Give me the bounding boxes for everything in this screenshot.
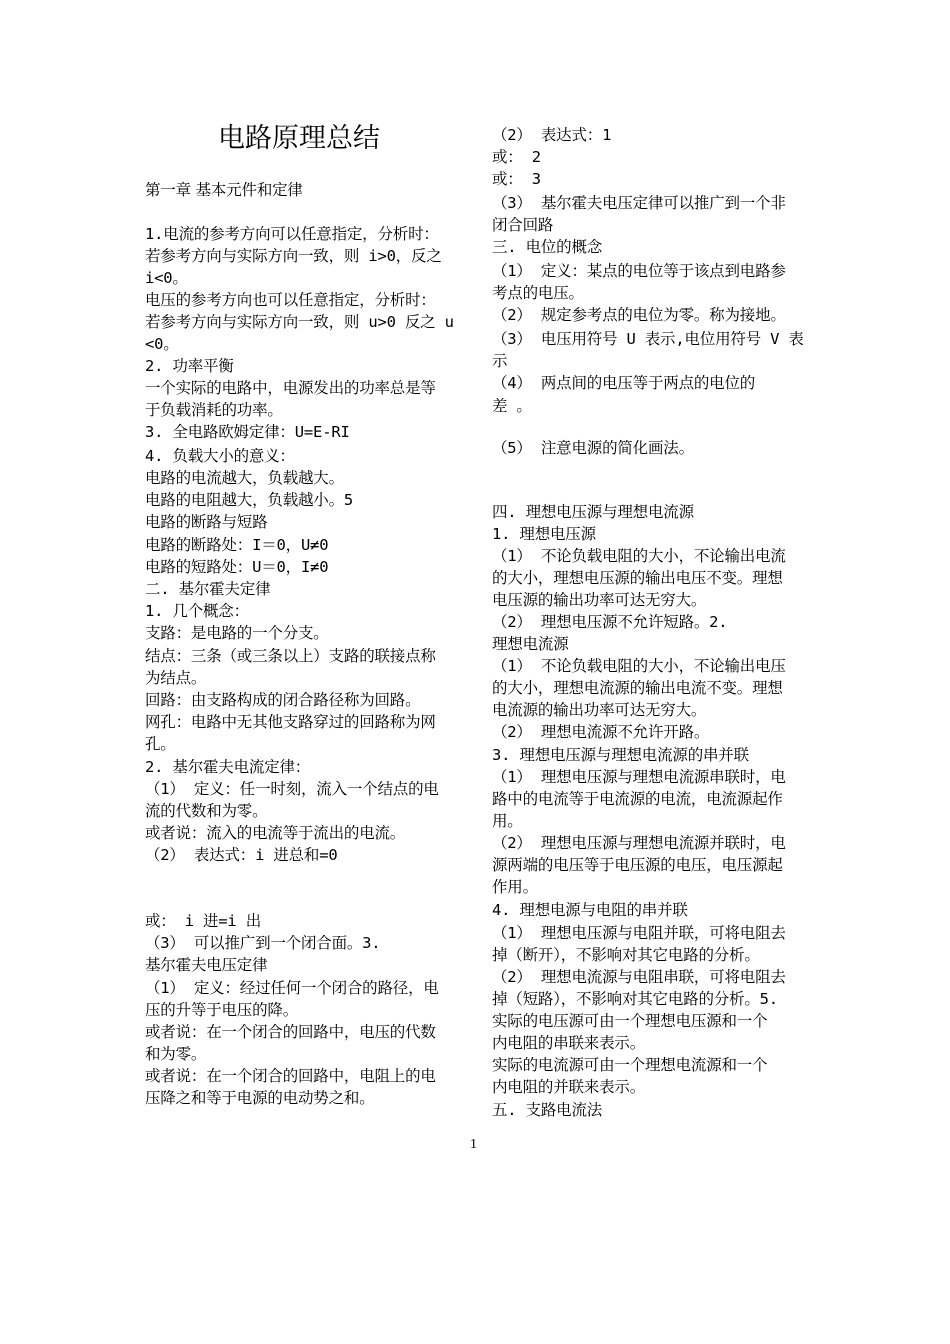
section-heading: 五. 支路电流法 — [492, 1101, 603, 1119]
text-line: 内电阻的串联来表示。 — [492, 1034, 646, 1052]
text-line: 用。 — [492, 812, 523, 830]
text-line: 支路：是电路的一个分支。 — [145, 624, 329, 642]
text-line: 或： i 进=i 出 — [145, 912, 261, 930]
text-line: （3） 可以推广到一个闭合面。3. — [145, 934, 381, 952]
text-line: 电路的断路处：I＝0，U≠0 — [145, 536, 329, 554]
text-line: 掉（短路），不影响对其它电路的分析。5. — [492, 990, 778, 1008]
text-line: 网孔：电路中无其他支路穿过的回路称为网 — [145, 713, 436, 731]
text-line: 考点的电压。 — [492, 284, 584, 302]
section-heading: 3. 理想电压源与理想电流源的串并联 — [492, 746, 749, 764]
text-line: 若参考方向与实际方向一致，则 i>0，反之 — [145, 247, 442, 265]
text-line: 内电阻的并联来表示。 — [492, 1078, 646, 1096]
section-heading: 1. 理想电压源 — [492, 525, 596, 543]
section-heading: 基尔霍夫电压定律 — [145, 956, 268, 974]
text-line: 或者说：在一个闭合的回路中，电阻上的电 — [145, 1067, 436, 1085]
chapter-heading: 第一章 基本元件和定律 — [145, 181, 303, 199]
text-line: 压的升等于电压的降。 — [145, 1001, 299, 1019]
document-title: 电路原理总结 — [218, 123, 380, 154]
section-heading: 四. 理想电压源与理想电流源 — [492, 503, 694, 521]
text-line: 实际的电压源可由一个理想电压源和一个 — [492, 1012, 768, 1030]
text-line: 的大小，理想电压源的输出电压不变。理想 — [492, 569, 783, 587]
text-line: （4） 两点间的电压等于两点的电位的 — [492, 374, 756, 392]
text-line: （2） 规定参考点的电位为零。称为接地。 — [492, 306, 786, 324]
text-line: 电流源的输出功率可达无穷大。 — [492, 701, 707, 719]
section-heading: 4. 理想电源与电阻的串并联 — [492, 901, 688, 919]
page-number: 1 — [470, 1137, 477, 1152]
text-line: 和为零。 — [145, 1045, 207, 1063]
text-line: （1） 理想电压源与理想电流源串联时，电 — [492, 768, 786, 786]
text-line: （2） 理想电流源与电阻串联，可将电阻去 — [492, 968, 786, 986]
text-line: <0。 — [145, 335, 179, 353]
text-line: i<0。 — [145, 269, 188, 287]
text-line: 为结点。 — [145, 669, 207, 687]
text-line: （3） 电压用符号 U 表示,电位用符号 V 表 — [492, 330, 804, 348]
text-line: 实际的电流源可由一个理想电流源和一个 — [492, 1056, 768, 1074]
text-line: 若参考方向与实际方向一致，则 u>0 反之 u — [145, 313, 454, 331]
text-line: 的大小，理想电流源的输出电流不变。理想 — [492, 679, 783, 697]
text-line: 作用。 — [492, 878, 538, 896]
text-line: （1） 定义：经过任何一个闭合的路径，电 — [145, 979, 439, 997]
text-line: 流的代数和为零。 — [145, 802, 268, 820]
text-line: 压降之和等于电源的电动势之和。 — [145, 1089, 375, 1107]
text-line: 或： 2 — [492, 148, 541, 166]
text-line: 闭合回路 — [492, 216, 554, 234]
text-line: （2） 理想电流源不允许开路。 — [492, 723, 710, 741]
text-line: 一个实际的电路中，电源发出的功率总是等 — [145, 379, 436, 397]
text-line: 掉（断开），不影响对其它电路的分析。 — [492, 946, 760, 964]
text-line: （1） 不论负载电阻的大小，不论输出电流 — [492, 547, 786, 565]
text-line: 电压源的输出功率可达无穷大。 — [492, 591, 707, 609]
text-line: 差 。 — [492, 397, 532, 415]
text-line: 孔。 — [145, 735, 176, 753]
text-line: 电路的短路处：U＝0，I≠0 — [145, 558, 329, 576]
text-line: （2） 理想电压源与理想电流源并联时，电 — [492, 834, 786, 852]
text-line: （2） 理想电压源不允许短路。2. — [492, 613, 728, 631]
text-line: （1） 定义：某点的电位等于该点到电路参 — [492, 262, 786, 280]
text-line: 回路：由支路构成的闭合路径称为回路。 — [145, 691, 421, 709]
section-heading: 1. 几个概念： — [145, 602, 249, 620]
section-heading: 3. 全电路欧姆定律：U=E-RI — [145, 423, 350, 441]
text-line: （3） 基尔霍夫电压定律可以推广到一个非 — [492, 194, 786, 212]
text-line: 或者说：在一个闭合的回路中，电压的代数 — [145, 1023, 436, 1041]
section-heading: 2. 基尔霍夫电流定律： — [145, 758, 311, 776]
text-line: 源两端的电压等于电压源的电压，电压源起 — [492, 856, 783, 874]
section-heading: 理想电流源 — [492, 635, 569, 653]
text-line: 电路的电流越大，负载越大。 — [145, 469, 344, 487]
section-heading: 4. 负载大小的意义： — [145, 447, 295, 465]
text-line: 或： 3 — [492, 170, 541, 188]
text-line: （2） 表达式：i 进总和=0 — [145, 846, 338, 864]
text-line: （1） 理想电压源与电阻并联，可将电阻去 — [492, 924, 786, 942]
section-heading: 三. 电位的概念 — [492, 238, 603, 256]
text-line: 路中的电流等于电流源的电流，电流源起作 — [492, 790, 783, 808]
text-line: （1） 定义：任一时刻，流入一个结点的电 — [145, 780, 439, 798]
text-line: 或者说：流入的电流等于流出的电流。 — [145, 824, 406, 842]
text-line: 于负载消耗的功率。 — [145, 401, 283, 419]
section-heading: 二. 基尔霍夫定律 — [145, 580, 271, 598]
text-line: 1.电流的参考方向可以任意指定，分析时： — [145, 225, 439, 243]
section-heading: 电路的断路与短路 — [145, 513, 268, 531]
text-line: （1） 不论负载电阻的大小，不论输出电压 — [492, 657, 786, 675]
text-line: 电压的参考方向也可以任意指定，分析时： — [145, 291, 436, 309]
text-line: （5） 注意电源的简化画法。 — [492, 439, 694, 457]
text-line: 电路的电阻越大，负载越小。5 — [145, 491, 354, 509]
text-line: 示 — [492, 352, 508, 370]
section-heading: 2. 功率平衡 — [145, 357, 234, 375]
text-line: 结点：三条（或三条以上）支路的联接点称 — [145, 647, 436, 665]
text-line: （2） 表达式：1 — [492, 126, 612, 144]
